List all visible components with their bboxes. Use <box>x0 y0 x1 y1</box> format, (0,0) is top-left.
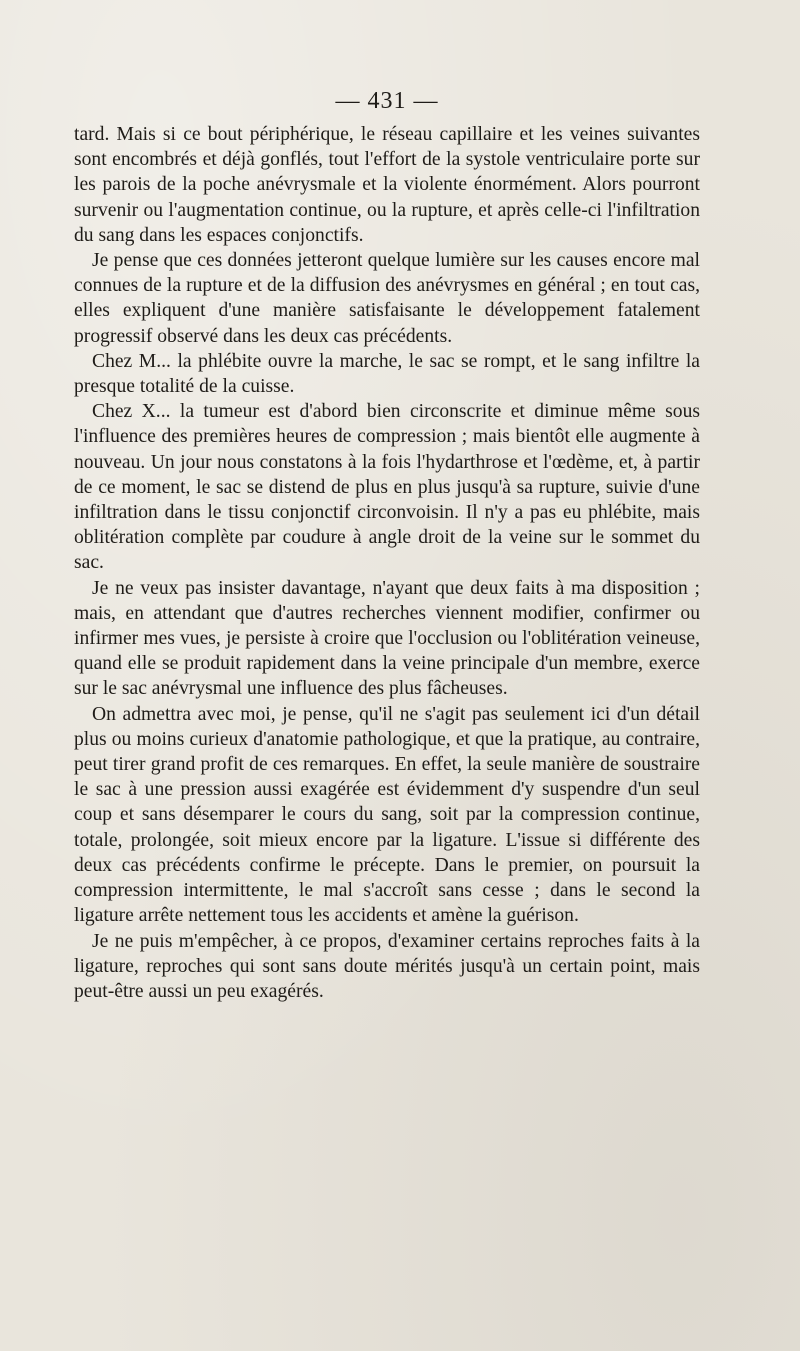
paragraph: Chez X... la tumeur est d'abord bien circonscrite et diminue même sous l'influence des premières heures de compression ; mais bientôt elle augmente à nouveau. Un jour nous constatons à la fois l'hydarthrose et l'œdème, et, à partir de ce moment, le sac se distend de plus en plus jusqu'à sa rupture, suivie d'une infiltration dans le tissu conjonctif circonvoisin. Il n'y a pas eu phlébite, mais oblitération complète par coudure à angle droit de la veine sur le sommet du sac. <box>74 401 700 574</box>
paragraph: tard. Mais si ce bout périphérique, le réseau capillaire et les veines suivantes sont encombrés et déjà gonflés, tout l'effort de la systole ventriculaire porte sur les parois de la poche anévrysmale et la violente énormément. Alors pourront survenir ou l'augmentation continue, ou la rupture, et après celle-ci l'infiltration du sang dans les espaces conjonctifs. <box>74 124 700 246</box>
paragraph: Je ne veux pas insister davantage, n'ayant que deux faits à ma disposition ; mais, en attendant que d'autres recherches viennent modifier, confirmer ou infirmer mes vues, je persiste à croire que l'occlusion ou l'oblitération veineuse, quand elle se produit rapidement dans la veine principale d'un membre, exerce sur le sac anévrysmal une influence des plus fâcheuses. <box>74 577 700 700</box>
paragraph: Je pense que ces données jetteront quelque lumière sur les causes encore mal connues de la rupture et de la diffusion des anévrysmes en général ; en tout cas, elles expliquent d'une manière satisfaisante le développement fatalement progressif observé dans les deux cas précédents. <box>74 250 700 347</box>
paragraph: Chez M... la phlébite ouvre la marche, le sac se rompt, et le sang infiltre la presque totalité de la cuisse. <box>74 350 700 398</box>
page-body <box>74 122 700 1004</box>
paragraph: On admettra avec moi, je pense, qu'il ne s'agit pas seulement ici d'un détail plus ou moins curieux d'anatomie pathologique, et que la pratique, au contraire, peut tirer grand profit de ces remarques. En effet, la seule manière de soustraire le sac à une pression aussi exagérée est évidemment d'y suspendre d'un seul coup et sans désemparer le cours du sang, soit par la compression continue, totale, prolongée, soit mieux encore par la ligature. L'issue si différente des deux cas précédents confirme le précepte. Dans le premier, on poursuit la compression intermittente, le mal s'accroît sans cesse ; dans le second la ligature arrête nettement tous les accidents et amène la guérison. <box>74 703 700 927</box>
page-number: — 431 — <box>335 88 439 114</box>
book-page <box>74 84 700 1004</box>
paragraph: Je ne puis m'empêcher, à ce propos, d'examiner certains reproches faits à la ligature, reproches qui sont sans doute mérités jusqu'à un certain point, mais peut-être aussi un peu exagérés. <box>74 930 700 1002</box>
